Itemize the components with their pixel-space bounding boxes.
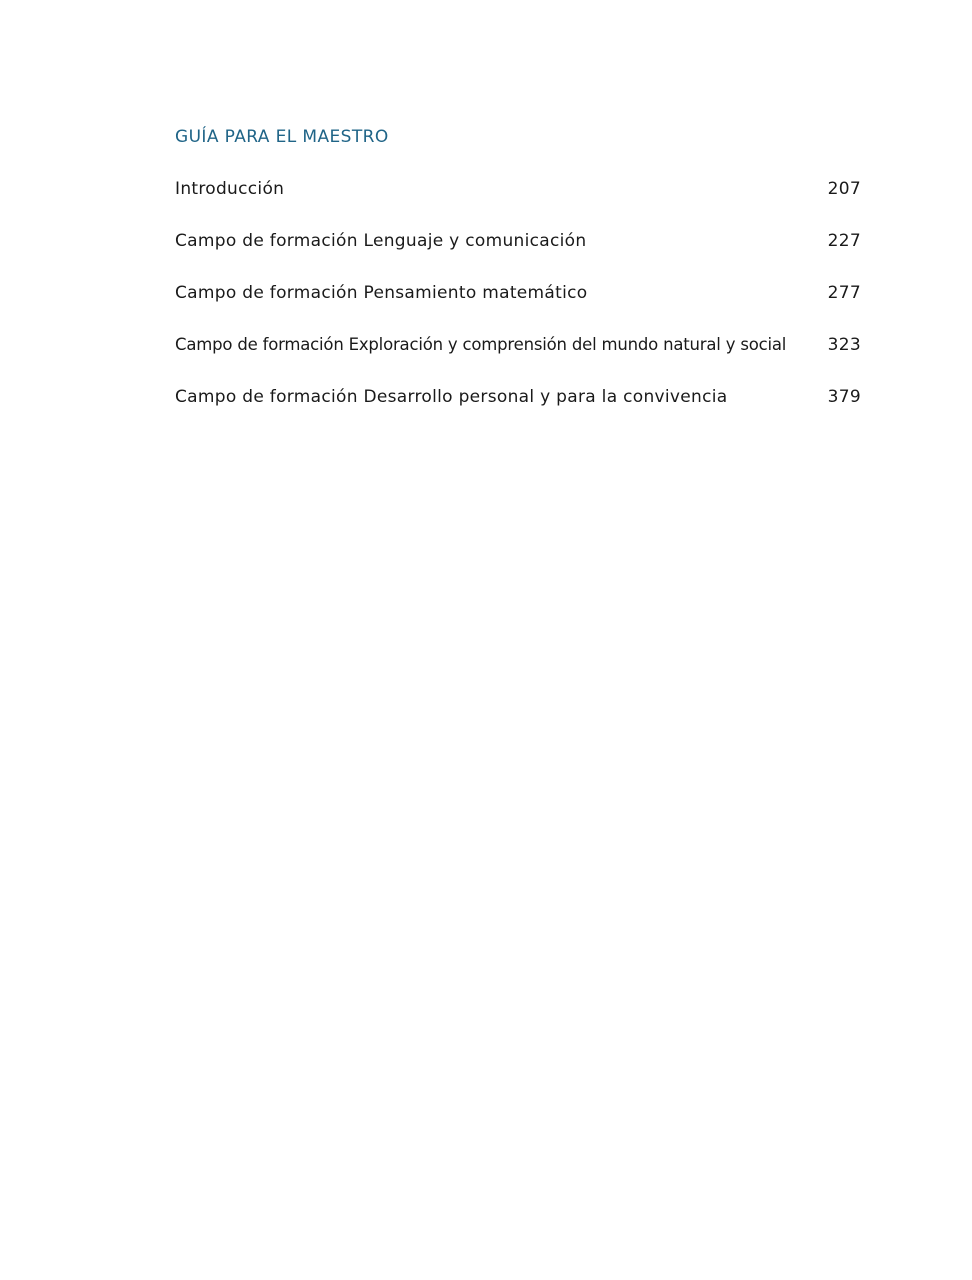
toc-entry-title: Campo de formación Exploración y comprensión del mundo natural y social [175,335,787,354]
table-of-contents [175,124,861,436]
toc-entry-page-number: 323 [827,335,861,355]
toc-entry-title: Campo de formación Lenguaje y comunicación [175,231,587,251]
toc-entry-pensamiento[interactable] [175,280,861,332]
toc-entry-lenguaje[interactable] [175,228,861,280]
toc-entry-page-number: 207 [827,179,861,199]
toc-heading: GUÍA PARA EL MAESTRO [175,127,389,147]
toc-entry-page-number: 379 [827,387,861,407]
toc-entry-exploracion[interactable] [175,332,861,384]
toc-list [175,176,861,436]
toc-entry-title: Campo de formación Pensamiento matemático [175,283,588,303]
toc-entry-page-number: 277 [827,283,861,303]
toc-entry-desarrollo[interactable] [175,384,861,436]
toc-entry-page-number: 227 [827,231,861,251]
toc-entry-introduccion[interactable] [175,176,861,228]
toc-entry-title: Campo de formación Desarrollo personal y para la convivencia [175,387,728,407]
toc-entry-title: Introducción [175,179,285,199]
